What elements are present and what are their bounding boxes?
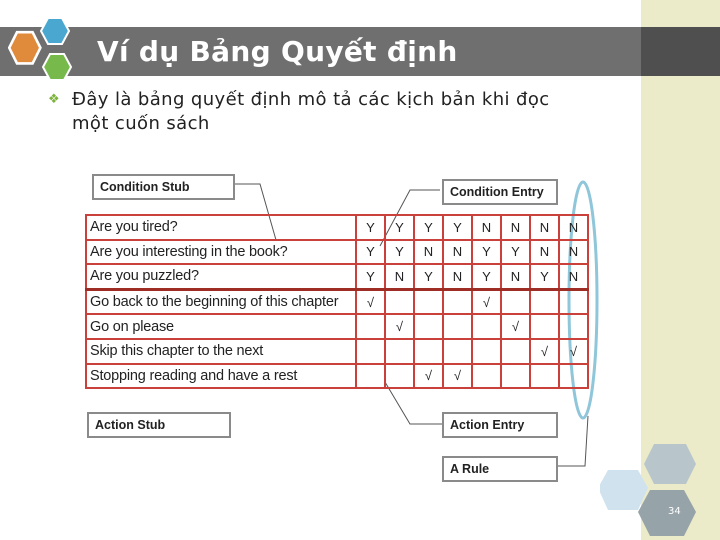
hexagon-blue-faint [600, 470, 648, 510]
decision-table [85, 214, 589, 389]
condition-entry-cell: Y [356, 240, 385, 265]
action-text: Skip this chapter to the next [86, 339, 356, 364]
action-entry-cell: √ [414, 364, 443, 389]
action-entry-cell [443, 339, 472, 364]
condition-text: Are you interesting in the book? [86, 240, 356, 265]
action-entry-label: Action Entry [442, 412, 558, 438]
condition-entry-cell: Y [356, 215, 385, 240]
bullet-line-1: Đây là bảng quyết định mô tả các kịch bản khi đọc [72, 89, 550, 110]
condition-row [86, 215, 588, 240]
action-stub-label: Action Stub [87, 412, 231, 438]
action-entry-cell: √ [530, 339, 559, 364]
action-text: Go back to the beginning of this chapter [86, 289, 356, 314]
condition-entry-cell: Y [414, 215, 443, 240]
hexagon-green [43, 54, 71, 80]
action-row [86, 364, 588, 389]
condition-entry-cell: Y [472, 240, 501, 265]
condition-entry-cell: N [530, 240, 559, 265]
page-number: 34 [668, 506, 681, 517]
action-entry-cell [414, 314, 443, 339]
action-row [86, 339, 588, 364]
action-entry-cell [385, 339, 414, 364]
action-entry-cell [530, 289, 559, 314]
condition-entry-cell: N [472, 215, 501, 240]
title-bar-end [641, 27, 720, 76]
action-entry-cell [530, 314, 559, 339]
condition-entry-label: Condition Entry [442, 179, 558, 205]
condition-row [86, 240, 588, 265]
condition-entry-cell: Y [414, 264, 443, 289]
action-entry-cell [385, 364, 414, 389]
condition-entry-cell: N [443, 240, 472, 265]
action-entry-cell [356, 364, 385, 389]
condition-entry-cell: N [414, 240, 443, 265]
action-entry-cell [472, 339, 501, 364]
condition-text: Are you tired? [86, 215, 356, 240]
condition-entry-cell: N [559, 264, 588, 289]
action-entry-cell [356, 314, 385, 339]
action-entry-cell [414, 339, 443, 364]
action-entry-cell [414, 289, 443, 314]
action-entry-cell [385, 289, 414, 314]
bullet-line-2: một cuốn sách [72, 113, 210, 134]
condition-entry-cell: N [385, 264, 414, 289]
condition-stub-label: Condition Stub [92, 174, 235, 200]
action-row [86, 289, 588, 314]
condition-text: Are you puzzled? [86, 264, 356, 289]
condition-entry-cell: Y [472, 264, 501, 289]
action-entry-cell: √ [501, 314, 530, 339]
action-entry-cell: √ [385, 314, 414, 339]
condition-entry-cell: Y [501, 240, 530, 265]
condition-entry-cell: N [443, 264, 472, 289]
hexagon-cluster-decoration [8, 14, 88, 88]
condition-entry-cell: Y [530, 264, 559, 289]
action-entry-cell: √ [559, 339, 588, 364]
condition-entry-cell: N [501, 215, 530, 240]
action-entry-cell: √ [472, 289, 501, 314]
a-rule-label: A Rule [442, 456, 558, 482]
action-entry-cell [530, 364, 559, 389]
condition-entry-cell: N [559, 240, 588, 265]
action-entry-cell [559, 289, 588, 314]
action-entry-cell [443, 314, 472, 339]
hexagon-gray-small [644, 444, 696, 484]
condition-entry-cell: Y [356, 264, 385, 289]
action-entry-cell [501, 289, 530, 314]
action-entry-cell [559, 364, 588, 389]
condition-entry-cell: Y [385, 215, 414, 240]
condition-entry-cell: Y [385, 240, 414, 265]
condition-entry-cell: N [559, 215, 588, 240]
action-entry-cell: √ [356, 289, 385, 314]
action-text: Go on please [86, 314, 356, 339]
slide-title: Ví dụ Bảng Quyết định [97, 35, 458, 68]
decision-table-figure [80, 170, 612, 490]
action-entry-cell [472, 314, 501, 339]
condition-entry-cell: N [501, 264, 530, 289]
action-entry-cell [559, 314, 588, 339]
bullet-diamond-icon: ❖ [48, 92, 60, 107]
action-row [86, 314, 588, 339]
hexagon-blue [41, 18, 69, 44]
hexagon-gray-large [638, 490, 696, 536]
bullet-text [72, 88, 642, 136]
action-entry-cell [356, 339, 385, 364]
action-entry-cell [472, 364, 501, 389]
action-text: Stopping reading and have a rest [86, 364, 356, 389]
action-entry-cell: √ [443, 364, 472, 389]
hexagon-bottom-decoration [600, 440, 720, 540]
action-entry-cell [501, 364, 530, 389]
hexagon-orange [9, 32, 40, 63]
action-entry-cell [501, 339, 530, 364]
condition-entry-cell: Y [443, 215, 472, 240]
action-entry-cell [443, 289, 472, 314]
condition-row [86, 264, 588, 289]
condition-entry-cell: N [530, 215, 559, 240]
